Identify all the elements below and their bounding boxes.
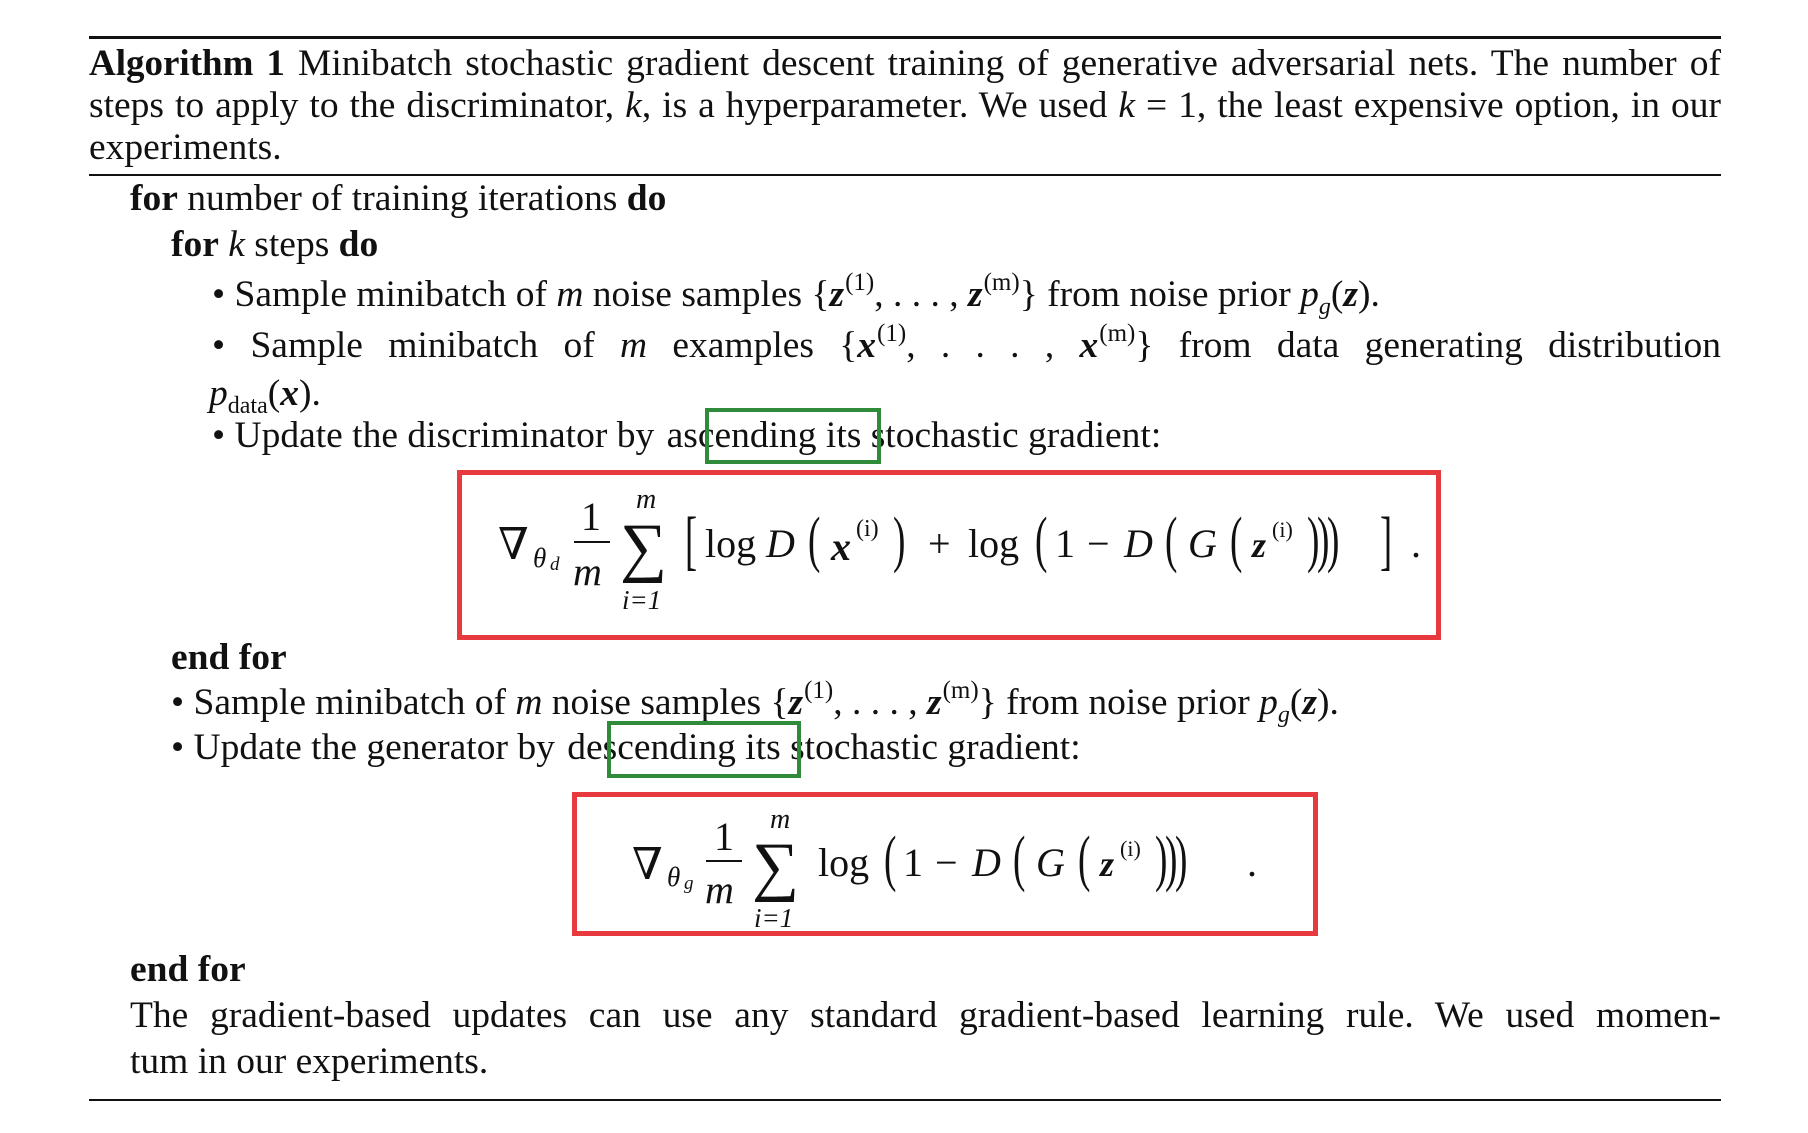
step1-text-c: } from noise prior bbox=[1019, 274, 1291, 315]
step4-dots: , . . . , bbox=[833, 682, 918, 723]
highlight-ascending: ascending bbox=[666, 415, 817, 456]
step1-paren: ( bbox=[1330, 274, 1344, 315]
step5-text-b: its stochastic gradient: bbox=[745, 727, 1081, 768]
log-term-1: log bbox=[705, 521, 757, 566]
bottom-rule bbox=[89, 1099, 1721, 1101]
caption-line-3 bbox=[89, 126, 1721, 170]
step2-dots: , . . . , bbox=[906, 325, 1055, 366]
step-sample-examples-cont bbox=[209, 372, 321, 420]
step4-end: ). bbox=[1317, 682, 1339, 723]
paren-close-group: ))) bbox=[1155, 825, 1185, 893]
keyword-end-for-outer: end for bbox=[130, 949, 246, 990]
keyword-for: for bbox=[130, 178, 178, 219]
step2-text-b: examples { bbox=[672, 325, 858, 366]
equation-box-generator bbox=[572, 792, 1318, 936]
inner-loop-text: steps bbox=[254, 224, 330, 265]
step4-var-p: p bbox=[1259, 682, 1278, 723]
step2-end: ). bbox=[298, 373, 321, 414]
log-term: log bbox=[818, 840, 870, 885]
sum-lower-limit: i=1 bbox=[622, 585, 662, 615]
highlight-box-descending bbox=[607, 721, 801, 778]
paren-close-1: ) bbox=[893, 506, 906, 574]
step2-sup-1: (1) bbox=[877, 320, 907, 347]
step1-var-m: m bbox=[556, 274, 584, 315]
period: . bbox=[1411, 521, 1421, 566]
caption-text-2a: steps to apply to the discriminator, bbox=[89, 85, 615, 126]
paren-open-1: ( bbox=[884, 825, 897, 893]
step2-text-a: Sample minibatch of bbox=[250, 325, 595, 366]
caption-text-3: experiments. bbox=[89, 127, 282, 168]
step1-dots: , . . . , bbox=[874, 274, 959, 315]
one: 1 bbox=[1055, 521, 1075, 566]
step-sample-examples bbox=[212, 320, 1722, 372]
step5-text-a: Update the generator by bbox=[193, 727, 555, 768]
paren-open-3: ( bbox=[1165, 506, 1178, 574]
step4-var-z: z bbox=[788, 682, 804, 723]
frac-denominator: m bbox=[705, 867, 734, 912]
algorithm-title: Algorithm 1 bbox=[89, 43, 285, 84]
note-line-1 bbox=[130, 994, 1721, 1038]
nabla-symbol: ∇ bbox=[632, 840, 663, 889]
sum-upper-limit: m bbox=[636, 484, 657, 515]
inner-var-k: k bbox=[228, 224, 245, 265]
var-z: z bbox=[1100, 844, 1115, 884]
step-update-discriminator bbox=[212, 414, 1161, 458]
minus-sign: − bbox=[1087, 521, 1110, 566]
step2-arg-x: x bbox=[280, 373, 299, 414]
bullet: • bbox=[171, 727, 185, 768]
step4-var-m: m bbox=[515, 682, 543, 723]
step1-arg-z: z bbox=[1343, 274, 1359, 315]
caption-text-2c: = 1, the least expensive option, in our bbox=[1135, 85, 1722, 126]
period: . bbox=[1247, 840, 1257, 885]
highlight-descending: descending bbox=[567, 727, 736, 768]
frac-denominator: m bbox=[573, 549, 602, 594]
caption-text-1: Minibatch stochastic gradient descent training of generative adversarial nets. The number of bbox=[297, 43, 1721, 84]
discriminator-D: D bbox=[972, 840, 1001, 885]
x-sup-i: (i) bbox=[856, 516, 879, 542]
step4-arg-z: z bbox=[1302, 682, 1318, 723]
bullet: • bbox=[171, 682, 185, 723]
step1-text-a: Sample minibatch of bbox=[234, 274, 547, 315]
top-rule bbox=[89, 36, 1721, 39]
bullet: • bbox=[212, 274, 226, 315]
bullet: • bbox=[212, 415, 226, 456]
minus-sign: − bbox=[935, 840, 958, 885]
plus-sign: + bbox=[928, 521, 951, 566]
bracket-close: ] bbox=[1380, 504, 1393, 577]
inner-loop-header bbox=[171, 223, 378, 267]
frac-numerator: 1 bbox=[714, 814, 734, 859]
caption-rule bbox=[89, 174, 1721, 176]
caption-line-1 bbox=[89, 42, 1721, 86]
var-x: x bbox=[831, 524, 851, 569]
step2-sup-m: (m) bbox=[1099, 320, 1136, 347]
bracket-open: [ bbox=[685, 504, 698, 577]
outer-loop-text: number of training iterations bbox=[187, 178, 618, 219]
step4-text-c: } from noise prior bbox=[978, 682, 1250, 723]
note-line-2 bbox=[130, 1040, 488, 1084]
step2-text-c: } from data generating distribution bbox=[1135, 325, 1722, 366]
step4-var-z2: z bbox=[927, 682, 942, 723]
nabla-symbol: ∇ bbox=[498, 520, 529, 569]
step4-paren: ( bbox=[1289, 682, 1303, 723]
theta-sub-g: g bbox=[684, 873, 694, 894]
generator-G: G bbox=[1036, 840, 1065, 885]
sum-upper-limit: m bbox=[770, 804, 791, 835]
discriminator-D-1: D bbox=[766, 521, 795, 566]
equation-box-discriminator bbox=[457, 470, 1441, 640]
sum-symbol: ∑ bbox=[752, 830, 800, 903]
step1-sup-1: (1) bbox=[845, 269, 875, 296]
paren-open-3: ( bbox=[1078, 825, 1091, 893]
step2-var-x: x bbox=[857, 325, 877, 366]
caption-text-2b: , is a hyperparameter. We used bbox=[641, 85, 1108, 126]
inner-loop-end bbox=[171, 636, 287, 680]
frac-numerator: 1 bbox=[581, 494, 601, 539]
outer-loop-header bbox=[130, 177, 666, 221]
z-sup-i: (i) bbox=[1120, 836, 1141, 861]
step4-text-b: noise samples { bbox=[551, 682, 789, 723]
step4-sup-m: (m) bbox=[942, 677, 979, 704]
step3-text-a: Update the discriminator by bbox=[234, 415, 655, 456]
step1-var-p: p bbox=[1300, 274, 1319, 315]
log-term-2: log bbox=[968, 521, 1020, 566]
step-sample-noise-inner bbox=[212, 269, 1380, 321]
step1-text-b: noise samples { bbox=[592, 274, 830, 315]
step4-sup-1: (1) bbox=[804, 677, 834, 704]
note-text-2: tum in our experiments. bbox=[130, 1041, 489, 1082]
step3-text-b: its stochastic gradient: bbox=[825, 415, 1162, 456]
note-text-1: The gradient-based updates can use any standard gradient-based learning rule. We used momen- bbox=[130, 995, 1721, 1036]
step2-var-p: p bbox=[209, 373, 228, 414]
bullet: • bbox=[212, 325, 226, 366]
step1-var-z2: z bbox=[968, 274, 983, 315]
step1-var-z: z bbox=[829, 274, 845, 315]
sum-symbol: ∑ bbox=[620, 511, 668, 584]
paren-open-4: ( bbox=[1230, 506, 1243, 574]
step2-sub-data: data bbox=[227, 393, 268, 419]
var-z: z bbox=[1252, 525, 1267, 565]
highlight-box-ascending bbox=[705, 408, 881, 464]
theta-sub-d: d bbox=[550, 554, 560, 575]
paren-open-1: ( bbox=[808, 506, 821, 574]
step2-var-m: m bbox=[620, 325, 648, 366]
generator-G: G bbox=[1188, 521, 1217, 566]
z-sup-i: (i) bbox=[1272, 517, 1293, 542]
paren-open-2: ( bbox=[1035, 506, 1048, 574]
paren-open-2: ( bbox=[1013, 825, 1026, 893]
step4-sub-g: g bbox=[1277, 702, 1290, 728]
step1-end: ). bbox=[1358, 274, 1380, 315]
one: 1 bbox=[903, 840, 923, 885]
paren-close-group: ))) bbox=[1307, 506, 1337, 574]
keyword-end-for-inner: end for bbox=[171, 637, 287, 678]
sum-lower-limit: i=1 bbox=[754, 903, 794, 933]
outer-loop-end bbox=[130, 948, 246, 992]
step1-sup-m: (m) bbox=[983, 269, 1020, 296]
keyword-for-inner: for bbox=[171, 224, 219, 265]
theta-symbol: θ bbox=[667, 862, 681, 892]
step4-text-a: Sample minibatch of bbox=[193, 682, 506, 723]
caption-var-k: k bbox=[625, 85, 642, 126]
discriminator-D-2: D bbox=[1124, 521, 1153, 566]
caption-var-k2: k bbox=[1118, 85, 1136, 126]
keyword-do-inner: do bbox=[338, 224, 379, 265]
theta-symbol: θ bbox=[533, 543, 547, 573]
step2-paren: ( bbox=[267, 373, 281, 414]
step1-sub-g: g bbox=[1318, 294, 1331, 320]
keyword-do: do bbox=[626, 178, 667, 219]
step2-var-x2: x bbox=[1079, 325, 1099, 366]
caption-line-2 bbox=[89, 84, 1721, 128]
